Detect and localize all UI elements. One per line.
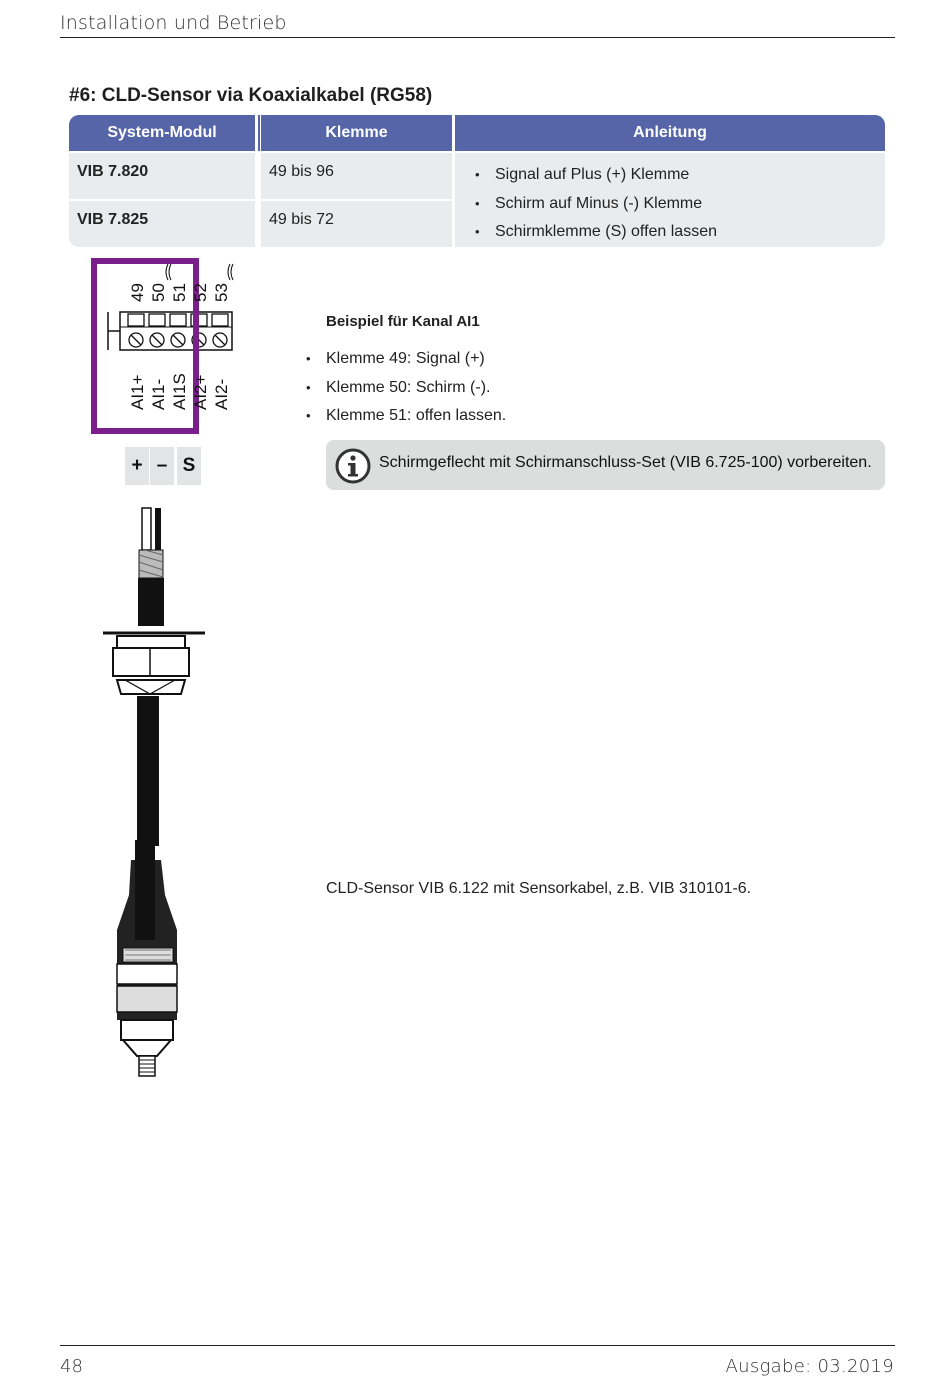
list-item: • Signal auf Plus (+) Klemme	[495, 161, 871, 190]
column-divider	[255, 115, 257, 247]
channel-label: AI1+	[128, 374, 147, 410]
list-item: • Schirmklemme (S) offen lassen	[495, 218, 871, 247]
instruction-list	[495, 161, 871, 247]
table-header-instructions: Anleitung	[455, 115, 885, 151]
terminal-number: 50	[149, 283, 168, 302]
channel-label: AI2-	[212, 378, 231, 410]
sensor-cable-illustration	[95, 500, 215, 1085]
channel-label: AI1-	[149, 378, 168, 410]
info-icon	[334, 447, 372, 485]
table-cell-terminal: 49 bis 72	[261, 201, 452, 247]
channel-label: AI2+	[191, 374, 210, 410]
section-title: #6: CLD-Sensor via Koaxialkabel (RG58)	[69, 85, 433, 106]
terminal-block-diagram	[90, 258, 250, 438]
polarity-minus: –	[150, 447, 174, 485]
example-list	[326, 345, 506, 431]
figure-caption: CLD-Sensor VIB 6.122 mit Sensorkabel, z.B. VIB 310101-6.	[326, 880, 752, 897]
polarity-shield: S	[177, 447, 201, 485]
header-divider	[60, 37, 895, 38]
terminal-number: 52	[191, 283, 210, 302]
edition-label: Ausgabe: 03.2019	[725, 1356, 894, 1377]
list-item: • Klemme 49: Signal (+)	[326, 345, 506, 374]
example-title: Beispiel für Kanal AI1	[326, 313, 480, 330]
list-item: • Klemme 51: offen lassen.	[326, 402, 506, 431]
terminal-number: 53	[212, 283, 231, 302]
connection-table	[69, 115, 885, 247]
table-cell-instructions	[455, 153, 885, 247]
header-title: Installation und Betrieb	[60, 12, 287, 34]
list-item: • Schirm auf Minus (-) Klemme	[495, 190, 871, 219]
list-item: • Klemme 50: Schirm (-).	[326, 374, 506, 403]
table-cell-terminal: 49 bis 96	[261, 153, 452, 199]
footer-divider	[60, 1345, 895, 1346]
terminal-number: 51	[170, 283, 189, 302]
channel-label: AI1S	[170, 373, 189, 410]
table-cell-module: VIB 7.820	[69, 153, 255, 199]
terminal-number: 49	[128, 283, 147, 302]
page-number: 48	[60, 1356, 83, 1377]
table-header-terminal: Klemme	[261, 115, 452, 151]
polarity-plus: +	[125, 447, 149, 485]
table-header-module: System-Modul	[69, 115, 255, 151]
note-text: Schirmgeflecht mit Schirmanschluss-Set (VIB 6.725-100) vorbereiten.	[379, 454, 872, 471]
table-cell-module: VIB 7.825	[69, 201, 255, 247]
column-divider	[452, 115, 454, 247]
column-divider	[258, 115, 260, 151]
info-note	[326, 440, 885, 490]
